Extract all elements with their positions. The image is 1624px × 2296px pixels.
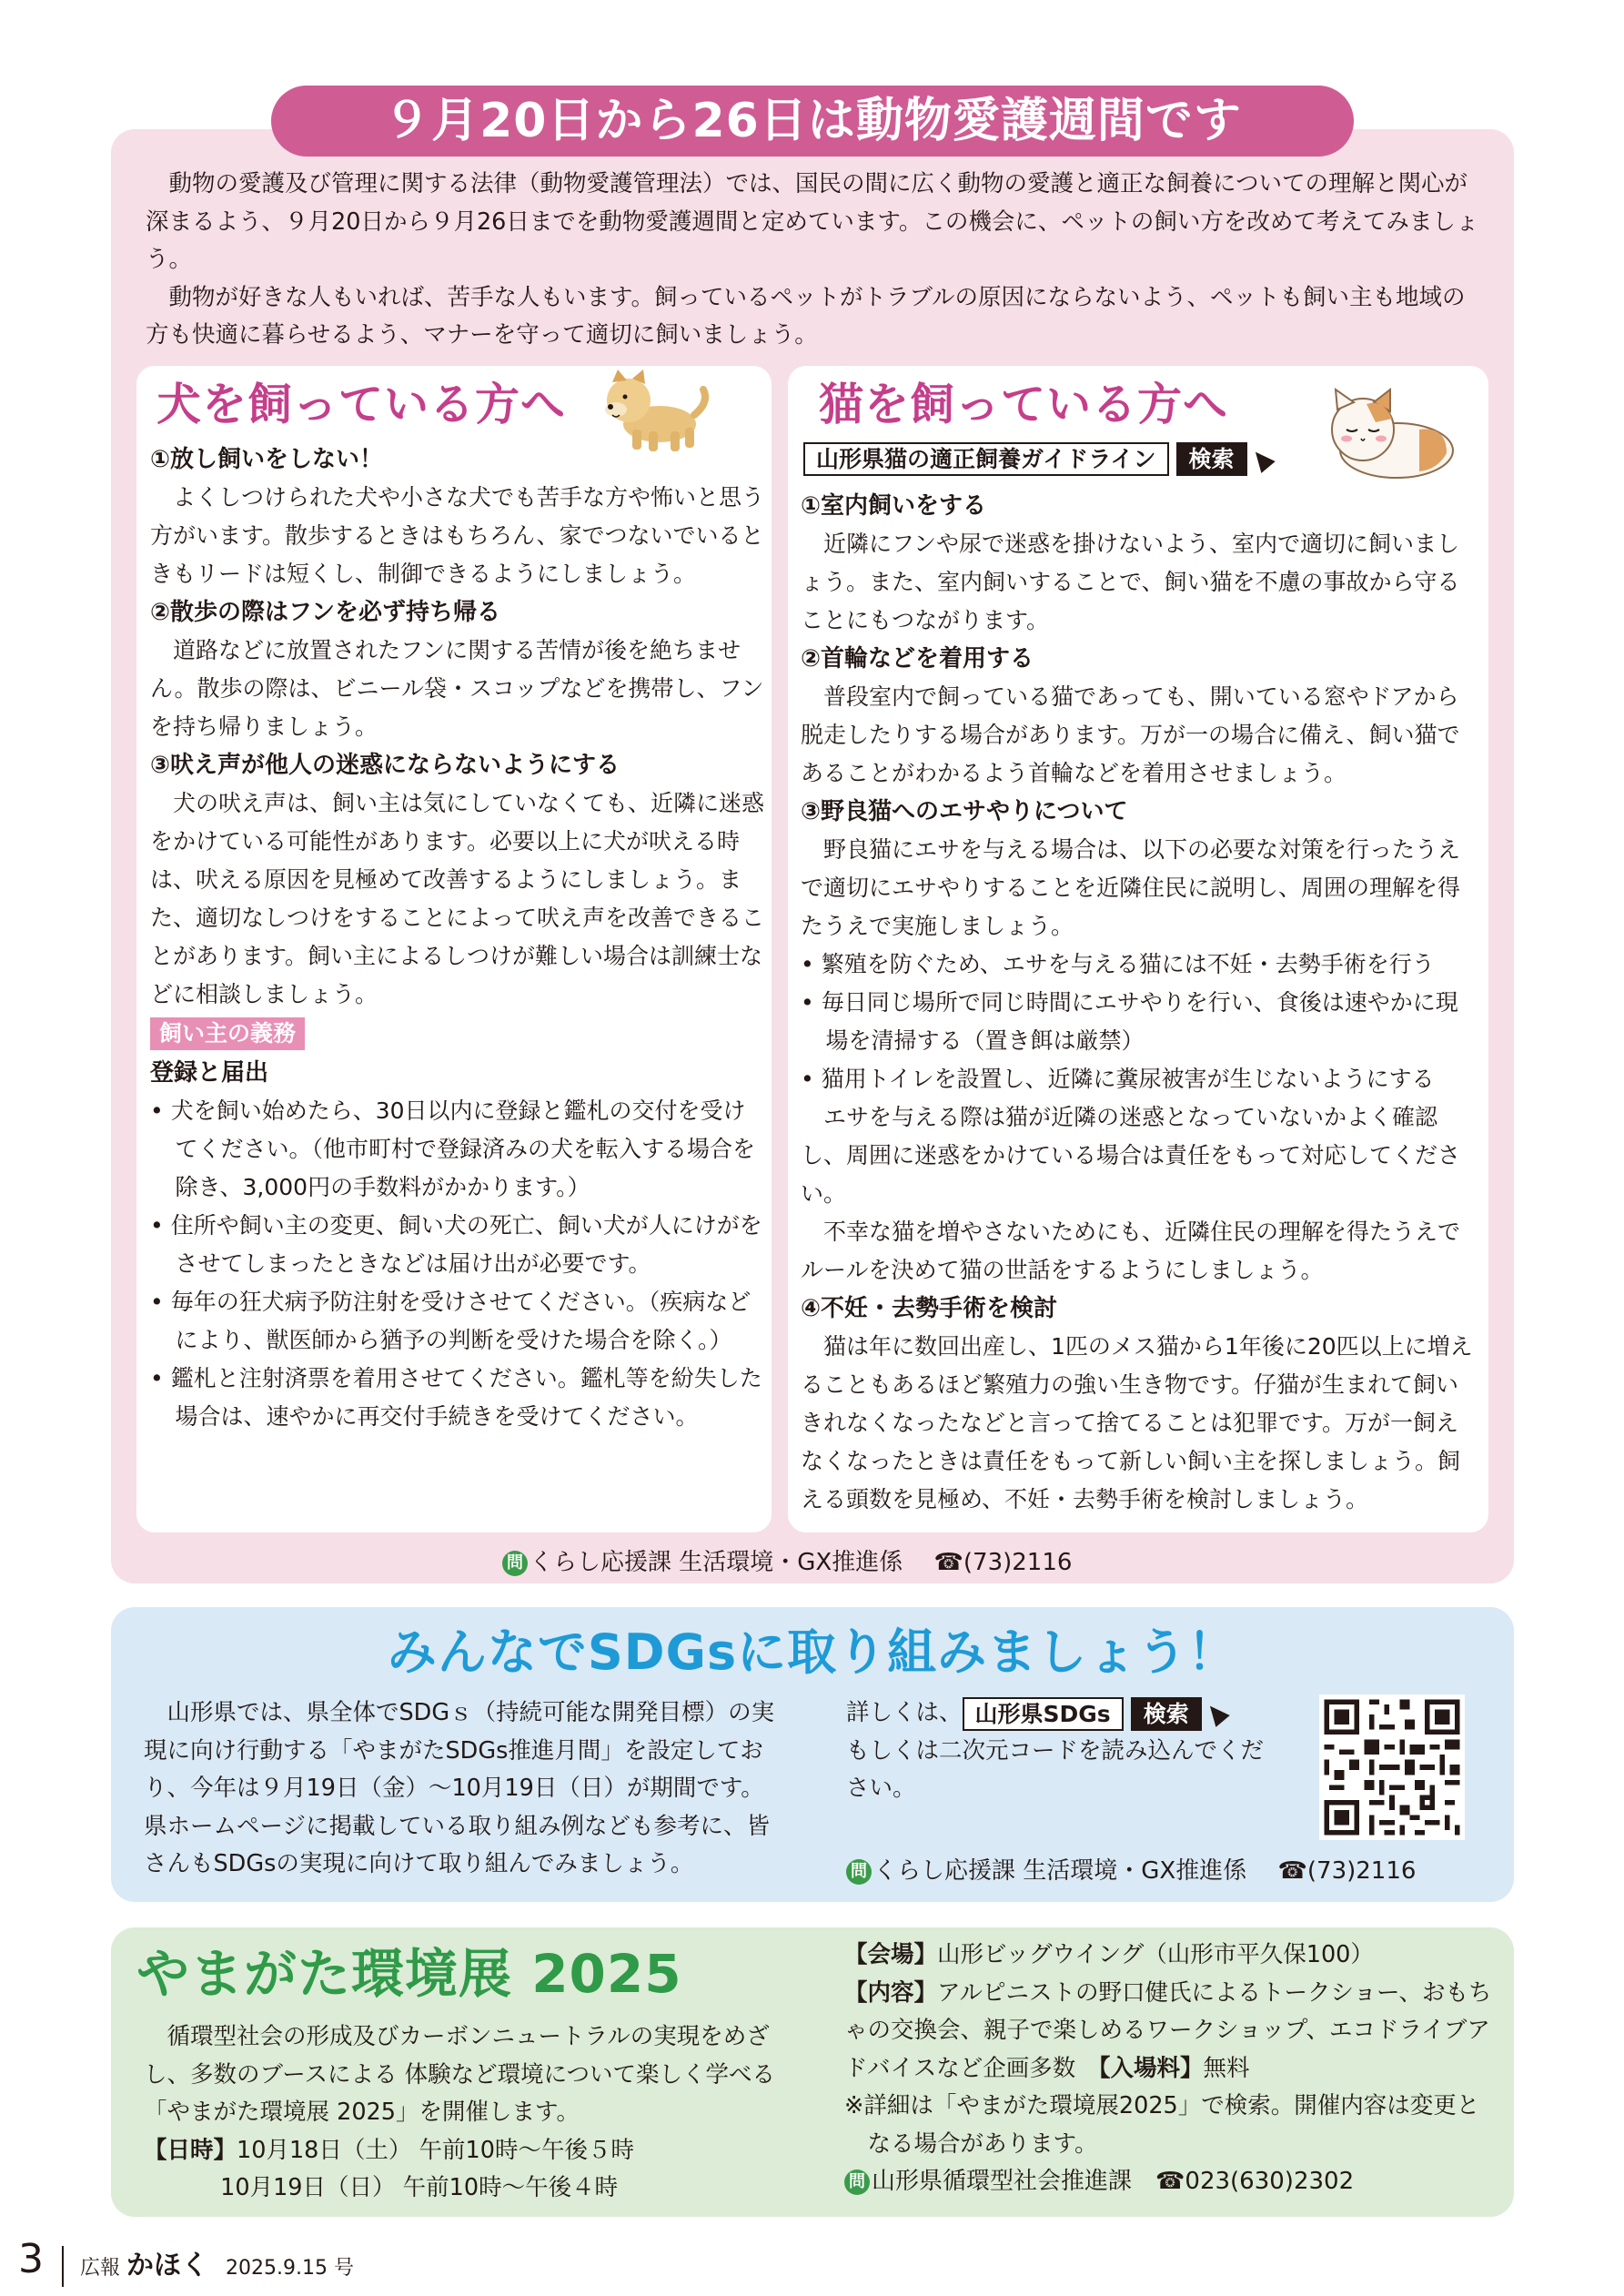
cursor-icon	[1203, 1700, 1229, 1727]
cat-illustration	[1310, 382, 1465, 482]
contact-dept: 山形県循環型社会推進課	[872, 2168, 1133, 2195]
sdgs-details-prefix: 詳しくは、	[846, 1699, 963, 1726]
dog-paragraph-2: 道路などに放置されたフンに関する苦情が後を絶ちません。散歩の際は、ビニール袋・スコップなどを携帯し、フンを持ち帰りましょう。	[150, 637, 764, 740]
sdgs-contact	[846, 1853, 1416, 1889]
content-value: アルピニストの野口健氏によるトークショー、おもちゃの交換会、親子で楽しめるワークショップ、エコドライブアドバイスなど企画多数	[844, 1978, 1492, 2082]
env-date-1	[144, 2132, 808, 2170]
inquiry-icon: 問	[844, 2170, 870, 2195]
owner-duty-tag: 飼い主の義務	[150, 1017, 305, 1050]
dog-bullet: • 鑑札と注射済票を着用させてください。鑑札等を紛失した場合は、速やかに再交付手続きを受けてください。	[150, 1360, 765, 1436]
fee-label: 【入場料】	[1098, 2054, 1204, 2082]
cat-paragraph-3b: エサを与える際は猫が近隣の迷惑となっていないかよく確認し、周囲に迷惑をかけている場合は責任をもって対応してください。	[801, 1104, 1461, 1207]
dog-paragraph-1: よくしつけられた犬や小さな犬でも苦手な方や怖いと思う方がいます。散歩するときはもちろん、家でつないでいるときもリードは短くし、制御できるようにしましょう。	[150, 484, 765, 587]
sdgs-body	[144, 1694, 781, 1884]
footer-brand-name: かほく	[126, 2250, 209, 2281]
animal-week-banner: ９月20日から26日は動物愛護週間です	[271, 86, 1354, 157]
dog-panel-title: 犬を飼っている方へ	[156, 379, 567, 430]
dog-heading-3: ③吠え声が他人の迷惑にならないようにする	[150, 752, 620, 779]
env-note: ※詳細は「やまがた環境展2025」で検索。開催内容は変更となる場合があります。	[844, 2092, 1480, 2158]
cat-paragraph-3: 野良猫にエサを与える場合は、以下の必要な対策を行ったうえで適切にエサやりすることを近隣住民に説明し、周囲の理解を得たうえで実施しましょう。	[801, 836, 1461, 939]
footer-divider	[62, 2246, 64, 2287]
animal-week-intro	[146, 166, 1483, 355]
intro-paragraph-1: 動物の愛護及び管理に関する法律（動物愛護管理法）では、国民の間に広く動物の愛護と適正な飼養についての理解と関心が深まるよう、９月20日から９月26日までを動物愛護週間と定めています。この機会に、ペットの飼い方を改めて考えてみましょう。	[146, 170, 1479, 273]
env-date-2	[144, 2170, 808, 2208]
contact-dept: くらし応援課 生活環境・GX推進係	[530, 1549, 903, 1576]
date-line-2: 10月19日（日） 午前10時～午後４時	[220, 2174, 619, 2201]
env-venue	[844, 1937, 1499, 1975]
search-term-box: 山形県猫の適正飼養ガイドライン	[803, 442, 1169, 476]
dog-heading-1: ①放し飼いをしない！	[150, 446, 384, 473]
dog-paragraph-3: 犬の吠え声は、飼い主は気にしていなくても、近隣に迷惑をかけている可能性があります。必要以上に犬が吠える時は、吠える原因を見極めて改善するようにしましょう。また、適切なしつけをすることによって吠え声を改善できることがあります。飼い主によるしつけが難しい場合は訓練士などに相談しましょう。	[150, 790, 765, 1007]
dog-bullet: • 住所や飼い主の変更、飼い犬の死亡、飼い犬が人にけがをさせてしまったときなどは届け出が必要です。	[150, 1207, 765, 1283]
cat-bullet: • 繁殖を防ぐため、エサを与える猫には不妊・去勢手術を行う	[801, 946, 1479, 984]
dog-panel-text	[150, 440, 765, 1436]
contact-dept: くらし応援課 生活環境・GX推進係	[873, 1857, 1247, 1885]
sdgs-search-button: 検索	[1131, 1697, 1202, 1731]
cat-panel-title: 猫を飼っている方へ	[819, 379, 1229, 430]
contact-phone: ☎(73)2116	[1277, 1857, 1417, 1885]
intro-paragraph-2: 動物が好きな人もいれば、苦手な人もいます。飼っているペットがトラブルの原因にならないよう、ペットも飼い主も地域の方も快適に暮らせるよう、マナーを守って適切に飼いましょう。	[146, 283, 1466, 349]
dog-heading-2: ②散歩の際はフンを必ず持ち帰る	[150, 599, 500, 626]
inquiry-icon: 問	[846, 1859, 872, 1885]
cat-panel-text	[801, 487, 1479, 1519]
dog-heading-4: 登録と届出	[150, 1059, 269, 1087]
env-contact	[844, 2163, 1499, 2200]
sdgs-details	[846, 1694, 1265, 1808]
sdgs-details-suffix: もしくは二次元コードを読み込んでください。	[846, 1736, 1265, 1802]
qr-code-icon	[1319, 1694, 1465, 1840]
venue-label: 【会場】	[844, 1941, 938, 1968]
footer-issue: 2025.9.15 号	[226, 2257, 354, 2280]
date-label: 【日時】	[144, 2136, 237, 2164]
env-content	[844, 1975, 1499, 2089]
page-number: 3	[18, 2236, 44, 2282]
sdgs-search-term: 山形県SDGs	[963, 1697, 1124, 1731]
footer-brand	[80, 2250, 354, 2285]
sdgs-title: みんなでSDGsに取り組みましょう！	[387, 1623, 1238, 1681]
env-expo-body: 循環型社会の形成及びカーボンニュートラルの実現をめざし、多数のブースによる 体験など環境について楽しく学べる「やまがた環境展 2025」を開催します。	[144, 2023, 776, 2126]
cat-paragraph-3c: 不幸な猫を増やさないためにも、近隣住民の理解を得たうえでルールを決めて猫の世話をするようにしましょう。	[801, 1219, 1461, 1283]
venue-value: 山形ビッグウイング（山形市平久保100）	[937, 1941, 1374, 1968]
inquiry-icon: 問	[502, 1551, 528, 1576]
search-button: 検索	[1176, 442, 1247, 476]
cat-heading-2: ②首輪などを着用する	[801, 645, 1034, 673]
cat-heading-3: ③野良猫へのエサやりについて	[801, 798, 1128, 825]
cat-heading-4: ④不妊・去勢手術を検討	[801, 1295, 1058, 1322]
env-expo-left	[144, 2018, 808, 2208]
animal-contact	[502, 1544, 1072, 1581]
contact-phone: ☎(73)2116	[933, 1549, 1073, 1576]
cat-bullet: • 猫用トイレを設置し、近隣に糞尿被害が生じないようにする	[801, 1060, 1479, 1098]
content-label: 【内容】	[844, 1978, 938, 2007]
fee-value: 無料	[1203, 2054, 1250, 2082]
footer-label: 広報	[80, 2257, 121, 2280]
sdgs-paragraph: 山形県では、県全体でSDGｓ（持続可能な開発目標）の実現に向け行動する「やまがたSDGs推進月間」を設定しており、今年は９月19日（金）～10月19日（日）が期間です。県ホームページに掲載している取り組み例なども参考に、皆さんもSDGsの実現に向けて取り組んでみましょう。	[144, 1699, 775, 1877]
cat-bullet: • 毎日同じ場所で同じ時間にエサやりを行い、食後は速やかに現場を清掃する（置き餌は厳禁）	[801, 984, 1479, 1060]
date-line-1: 10月18日（土） 午前10時～午後５時	[237, 2136, 634, 2164]
env-expo-right	[844, 1937, 1499, 2200]
cat-paragraph-1: 近隣にフンや尿で迷惑を掛けないよう、室内で適切に飼いましょう。また、室内飼いすることで、飼い猫を不慮の事故から守ることにもつながります。	[801, 531, 1460, 633]
cat-guideline-search	[803, 442, 1271, 477]
cat-heading-1: ①室内飼いをする	[801, 492, 987, 520]
cat-paragraph-2: 普段室内で飼っている猫であっても、開いている窓やドアから脱走したりする場合があります。万が一の場合に備え、飼い猫であることがわかるよう首輪などを着用させましょう。	[801, 683, 1460, 786]
cat-paragraph-4: 猫は年に数回出産し、1匹のメス猫から1年後に20匹以上に増えることもあるほど繁殖力の強い生き物です。仔猫が生まれて飼いきれなくなったなどと言って捨てることは犯罪です。万が一飼えなくなったときは責任をもって新しい飼い主を探しましょう。飼える頭数を見極め、不妊・去勢手術を検討しましょう。	[801, 1333, 1473, 1512]
dog-bullet: • 犬を飼い始めたら、30日以内に登録と鑑札の交付を受けてください。（他市町村で登録済みの犬を転入する場合を除き、3,000円の手数料がかかります。）	[150, 1092, 765, 1207]
dog-bullet: • 毎年の狂犬病予防注射を受けさせてください。（疾病などにより、獣医師から猶予の判断を受けた場合を除く。）	[150, 1283, 765, 1360]
env-expo-title: やまがた環境展 2025	[136, 1943, 682, 2005]
contact-phone: ☎023(630)2302	[1155, 2168, 1355, 2195]
